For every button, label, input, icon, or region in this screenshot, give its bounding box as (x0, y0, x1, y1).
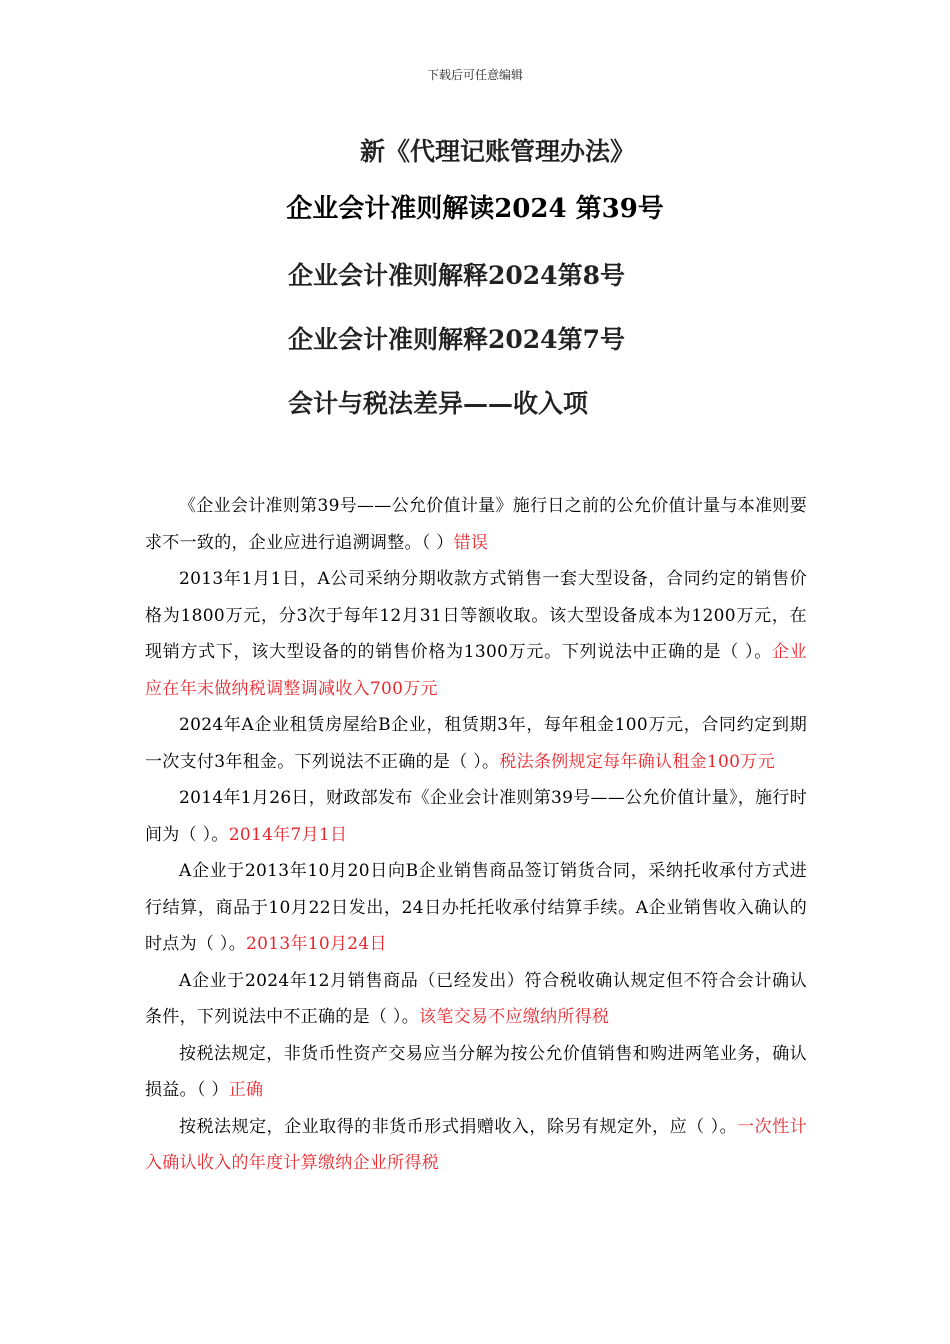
header-note: 下载后可任意编辑 (426, 68, 523, 82)
question-paragraph (145, 853, 807, 963)
answer-text: 正确 (228, 1080, 264, 1100)
question-paragraph (145, 1036, 807, 1109)
question-paragraph (145, 963, 807, 1036)
answer-text: 2014年7月1日 (228, 824, 348, 845)
title-line-2: 企业会计准则解读2024 第39号 (286, 194, 664, 224)
answer-text: 错误 (453, 532, 489, 553)
question-text: 2014年1月26日，财政部发布《企业会计准则第39号——公允价值计量》，施行时间为（ ）。 (145, 788, 807, 845)
question-paragraph (145, 780, 807, 853)
question-paragraph (145, 707, 807, 780)
title-line-5: 会计与税法差异——收入项 (288, 389, 589, 418)
question-text: 按税法规定，非货币性资产交易应当分解为按公允价值销售和购进两笔业务，确认损益。（ ） (145, 1043, 807, 1100)
answer-text: 该笔交易不应缴纳所得税 (419, 1007, 610, 1027)
question-paragraph (145, 561, 807, 707)
question-paragraph (145, 1109, 807, 1182)
answer-text: 税法条例规定每年确认租金100万元 (499, 751, 775, 772)
answer-text: 企业应在年末做纳税调整调减收入700万元 (145, 642, 807, 699)
title-line-3: 企业会计准则解释2024第8号 (288, 261, 625, 290)
question-text: A企业于2013年10月20日向B企业销售商品签订销货合同，采纳托收承付方式进行结算，商品于10月22日发出，24日办托托收承付结算手续。A企业销售收入确认的时点为（ ）。 (145, 861, 807, 954)
question-text: 2024年A企业租赁房屋给B企业，租赁期3年，每年租金100万元，合同约定到期一次支付3年租金。下列说法不正确的是（ ）。 (145, 715, 807, 772)
question-paragraph (145, 488, 807, 561)
answer-text: 2013年10月24日 (246, 934, 387, 954)
title-line-4: 企业会计准则解释2024第7号 (288, 325, 625, 354)
title-line-1: 新《代理记账管理办法》 (359, 137, 635, 166)
question-text: 按税法规定，企业取得的非货币形式捐赠收入，除另有规定外，应（ ）。 (179, 1116, 738, 1137)
title-block (0, 130, 950, 436)
question-text: 2013年1月1日，A公司采纳分期收款方式销售一套大型设备，合同约定的销售价格为1800万元，分3次于每年12月31日等额收取。该大型设备成本为1200万元，在现销方式下，该大型设备的的销售价格为1300万元。下列说法中正确的是（ ）。 (145, 569, 807, 662)
answer-text: 一次性计入确认收入的年度计算缴纳企业所得税 (145, 1116, 807, 1173)
question-list (145, 488, 807, 1182)
question-text: 《企业会计准则第39号——公允价值计量》施行日之前的公允价值计量与本准则要求不一致的，企业应进行追溯调整。（ ） (145, 496, 807, 553)
question-text: A企业于2024年12月销售商品（已经发出）符合税收确认规定但不符合会计确认条件，下列说法中不正确的是（ ）。 (145, 970, 807, 1027)
